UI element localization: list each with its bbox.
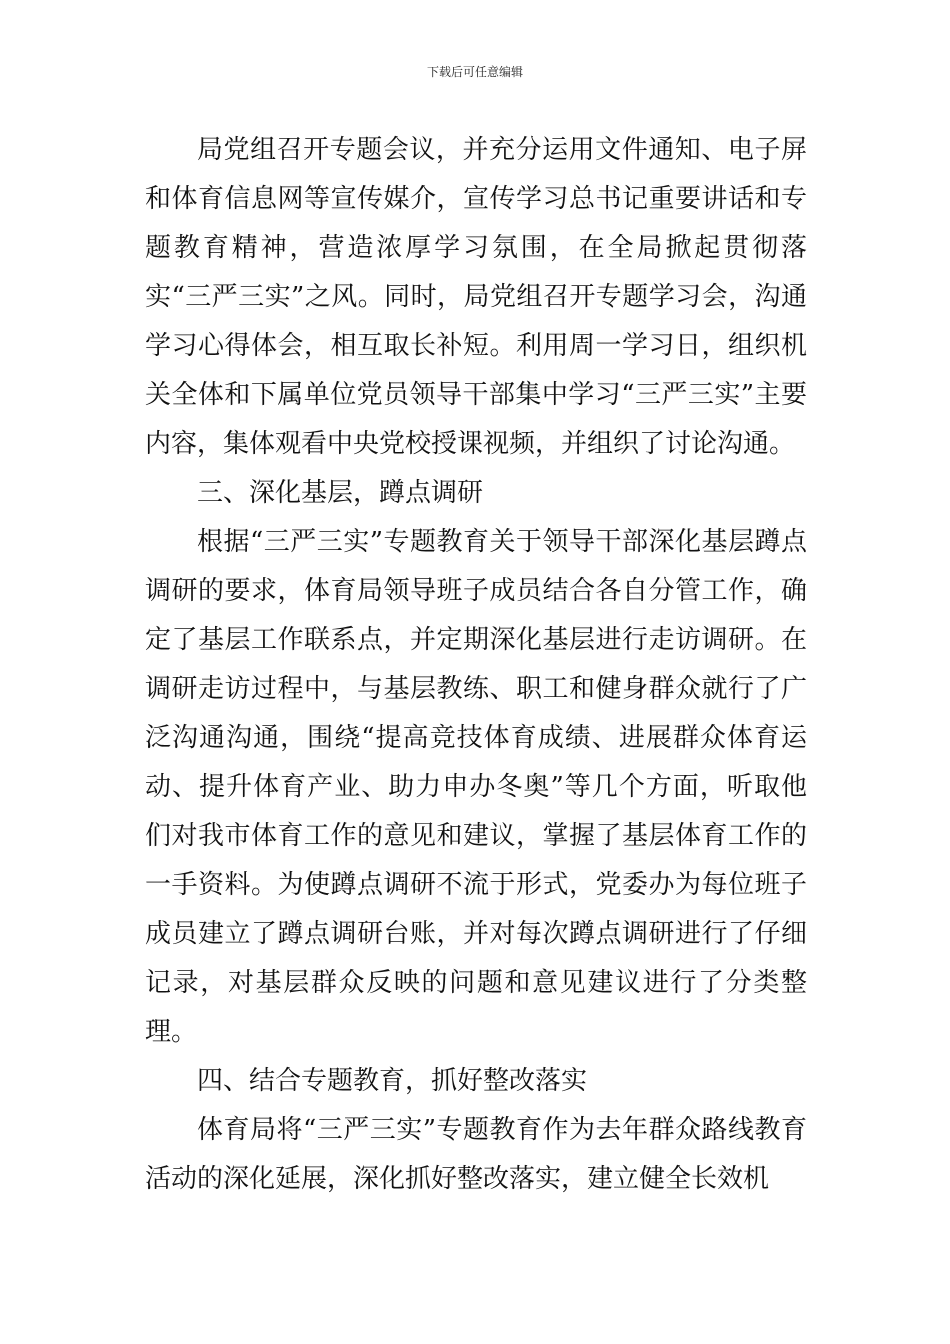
page-header: 下载后可任意编辑 [426,65,523,79]
section-heading-3: 三、深化基层，蹲点调研 [197,478,484,508]
document-body [145,126,807,1204]
paragraph-research: 根据“三严三实”专题教育关于领导干部深化基层蹲点调研的要求，体育局领导班子成员结合各自分管工作，确定了基层工作联系点，并定期深化基层进行走访调研。在调研走访过程中，与基层教练、职工和健身群众就行了广泛沟通沟通，围绕“提高竞技体育成绩、进展群众体育运动、提升体育产业、助力申办冬奥”等几个方面，听取他们对我市体育工作的意见和建议，掌握了基层体育工作的一手资料。为使蹲点调研不流于形式，党委办为每位班子成员建立了蹲点调研台账，并对每次蹲点调研进行了仔细记录，对基层群众反映的问题和意见建议进行了分类整理。 [145,527,807,1047]
section-heading-4: 四、结合专题教育，抓好整改落实 [197,1066,588,1096]
paragraph-rectification: 体育局将“三严三实”专题教育作为去年群众路线教育活动的深化延展，深化抓好整改落实，建立健全长效机 [145,1115,807,1194]
paragraph-propaganda: 局党组召开专题会议，并充分运用文件通知、电子屏和体育信息网等宣传媒介，宣传学习总书记重要讲话和专题教育精神，营造浓厚学习氛围，在全局掀起贯彻落实“三严三实”之风。同时，局党组召开专题学习会，沟通学习心得体会，相互取长补短。利用周一学习日，组织机关全体和下属单位党员领导干部集中学习“三严三实”主要内容，集体观看中央党校授课视频，并组织了讨论沟通。 [145,135,807,459]
